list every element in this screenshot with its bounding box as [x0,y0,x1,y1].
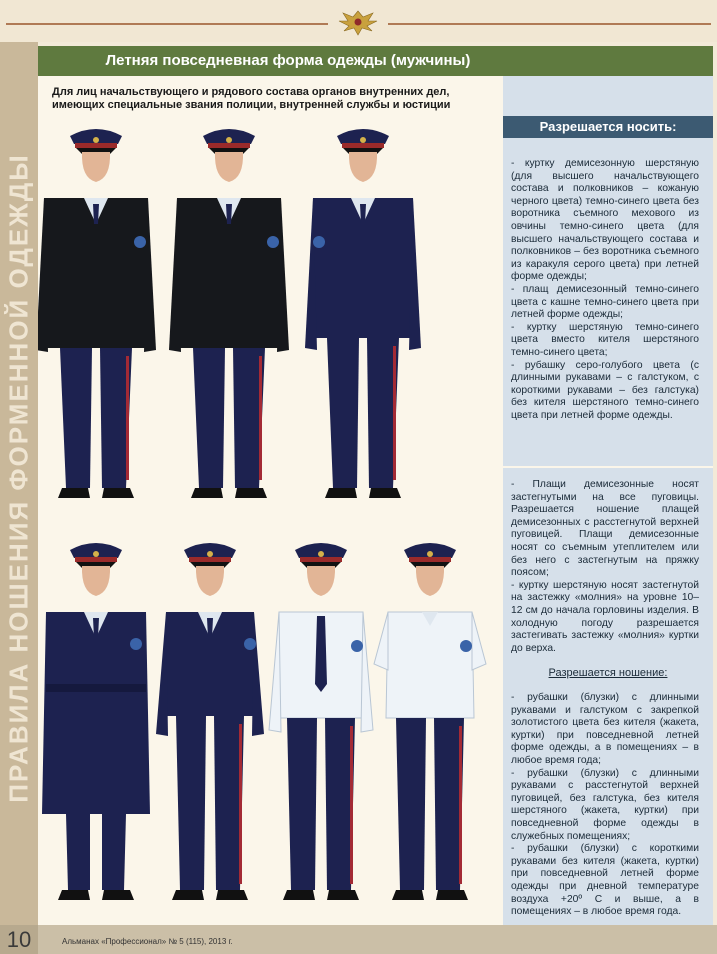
eagle-emblem-icon [335,7,381,37]
publication-footer: Альманах «Профессионал» № 5 (115), 2013 г. [62,937,233,946]
figure-bottom-3 [269,543,373,900]
top-rule-right [388,23,711,25]
rules-paragraph-1: - куртку демисезонную шерстяную (для высшего начальствующего состава и полковников – кожаную черного цвета) темно-синего цвета без воротника съемного мехового из овчины темно-синего цвета (для высшего начальствующего состава и полковников – без воротника съемного из каракуля серого цвета) при летней форме одежды; - плащ демисезонный темно-синего цвета с кашне темно-синего цвета при летней форме одежды; - куртку шерстяную темно-синего цвета вместо кителя шерстяного темно-синего цвета; - рубашку серо-голубого цвета (с длинными рукавами – с галстуком, с короткими рукавами – без галстука) без кителя шерстяного темно-синего цвета при летней форме одежды. [511,158,699,421]
rules-paragraph-3: - рубашки (блузки) с длинными рукавами и галстуком с закрепкой золотистого цвета без кителя (жакета, куртки) при повседневной летней форме одежды, а в помещениях – в любое время года; - рубашки (блузки) с длинными рукавами с расстегнутой верхней пуговицей, без галстука, без кителя шерстяного (жакета, куртки) при повседневной форме одежды в служебных помещениях; - рубашки (блузки) с короткими рукавами без кителя (жакета, куртки) при повседневной летней форме одежды при дневной температуре воздуха +20º С и выше, а в помещениях – в любое время года. [511,692,699,918]
top-rule-left [6,23,328,25]
rules-heading: Разрешается носить: [503,116,713,138]
figure-bottom-2 [156,543,264,900]
page-number: 10 [0,925,38,954]
figure-top-2 [169,129,289,498]
figure-bottom-4 [374,543,486,900]
rules-divider-1 [503,466,713,468]
rules-subheading: Разрешается ношение: [548,667,668,679]
page-title: Летняя повседневная форма одежды (мужчины) [105,52,471,69]
uniform-illustrations [38,120,503,925]
rules-paragraph-2: - Плащи демисезонные носят застегнутыми на все пуговицы. Разрешается ношение плащей демисезонных с расстегнутой верхней пуговицей. Плащи демисезонные носят со съемным утеплителем или без него с застегнутым на пряжку поясом; - куртку шерстяную носят застегнутой на застежку «молния» на уровне 10–12 см до начала горловины изделия. В холодную погоду разрешается застегивать застежку «молния» куртки до верха. [511,479,699,654]
figure-top-3 [305,129,421,498]
figure-top-1 [38,129,156,498]
page-subtitle: Для лиц начальствующего и рядового состава органов внутренних дел, имеющих специальные звания полиции, внутренней службы и юстиции [52,86,451,111]
figure-bottom-1 [42,543,150,900]
vertical-section-title: ПРАВИЛА НОШЕНИЯ ФОРМЕННОЙ ОДЕЖДЫ [3,153,34,803]
